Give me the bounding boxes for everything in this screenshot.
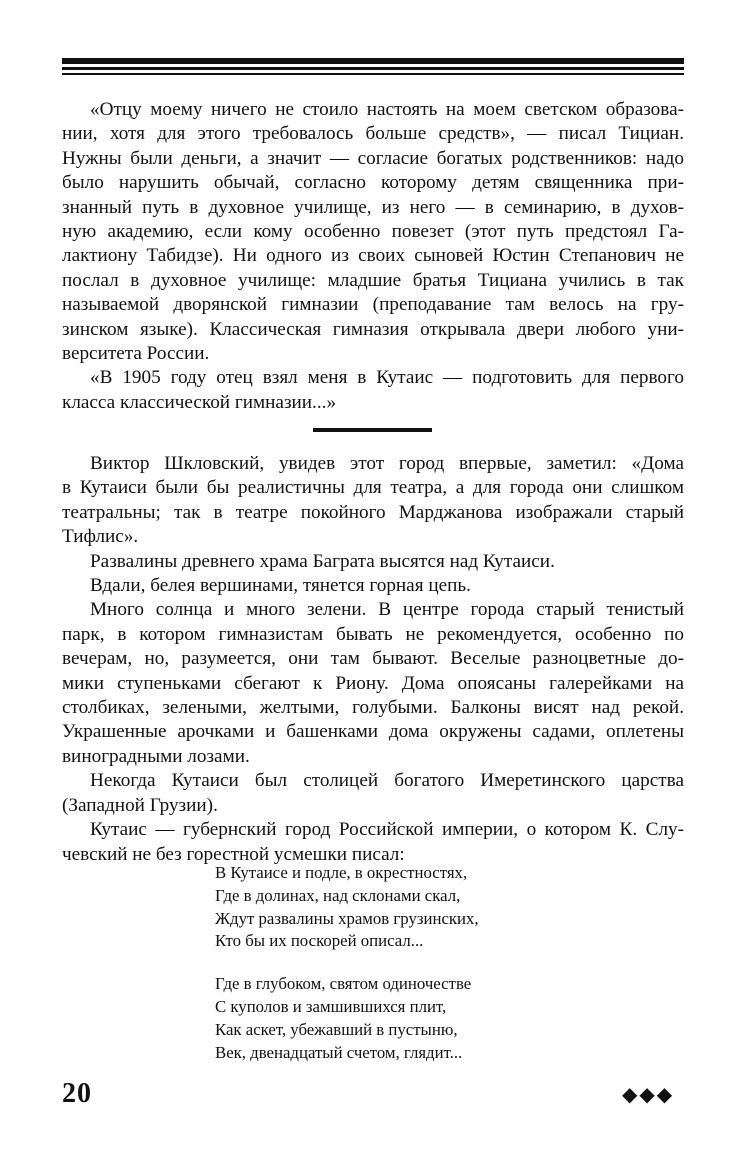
text-line: Вдали, белея вершинами, тянется горная цепь. xyxy=(90,575,471,597)
poem-line: Кто бы их поскорей описал... xyxy=(215,931,424,951)
text-line: парк, в котором гимназистам бывать не рекомендуется, особенно по xyxy=(62,623,684,645)
text-line: нии, хотя для этого требовалось больше средств», — писал Тициан. xyxy=(62,123,684,145)
text-line: «Отцу моему ничего не стоило настоять на моем светском образова- xyxy=(90,99,684,120)
text-line: (Западной Грузии). xyxy=(62,794,218,816)
text-line: было нарушить обычай, согласно которому детям священника при- xyxy=(62,172,684,194)
text-line: знанный путь в духовное училище, из него — в семинарию, в духов- xyxy=(62,196,684,218)
text-line: театральны; так в театре покойного Марджанова изображали старый xyxy=(62,501,684,523)
text-line: послал в духовное училище: младшие братья Тициана учились в так xyxy=(62,269,684,291)
text-line: верситета России. xyxy=(62,343,210,365)
text-line: Много солнца и много зелени. В центре города старый тенистый xyxy=(90,599,684,621)
section-divider xyxy=(313,428,432,432)
diamond-ornament-icon: ◆◆◆ xyxy=(622,1084,675,1106)
header-rule-medium xyxy=(62,67,684,70)
poem-line: В Кутаисе и подле, в окрестностях, xyxy=(215,863,468,882)
text-line: называемой дворянской гимназии (преподавание там велось на гру- xyxy=(62,294,684,316)
text-line: зинском языке). Классическая гимназия открывала двери любого уни- xyxy=(62,318,684,340)
header-rule-thin xyxy=(62,73,684,75)
poem-stanza xyxy=(215,973,479,1064)
text-line: класса классической гимназии...» xyxy=(62,391,337,413)
header-rule xyxy=(62,58,684,75)
text-line: «В 1905 году отец взял меня в Кутаис — подготовить для первого xyxy=(90,367,684,389)
page-number: 20 xyxy=(62,1078,92,1109)
text-line: Виктор Шкловский, увидев этот город впервые, заметил: «Дома xyxy=(90,453,684,474)
text-line: Украшенные арочками и башенками дома окружены садами, оплетены xyxy=(62,721,684,743)
text-line: вечерам, но, разумеется, они там бывают. Веселые разноцветные до- xyxy=(62,648,684,670)
text-line: Тифлис». xyxy=(62,526,139,548)
poem-line: Где в глубоком, святом одиночестве xyxy=(215,974,472,994)
poem-line: Где в долинах, над склонами скал, xyxy=(215,885,461,905)
text-line: в Кутаиси были бы реалистичны для театра, а для города они слишком xyxy=(62,477,684,499)
text-line: Развалины древнего храма Баграта высятся над Кутаиси. xyxy=(90,550,555,572)
header-rule-thick xyxy=(62,58,684,64)
text-line: мики ступеньками сбегают к Риону. Дома опоясаны галерейками на xyxy=(62,672,684,694)
text-line: Некогда Кутаиси был столицей богатого Имеретинского царства xyxy=(90,770,684,792)
poem-stanza xyxy=(215,862,479,953)
text-block-1 xyxy=(62,98,684,415)
poem-line: С куполов и замшившихся плит, xyxy=(215,996,447,1016)
text-line: чевский не без горестной усмешки писал: xyxy=(62,843,405,865)
poem-line: Ждут развалины храмов грузинских, xyxy=(215,908,479,928)
text-block-2 xyxy=(62,452,684,867)
poem-line: Как аскет, убежавший в пустыню, xyxy=(215,1019,458,1039)
poem-line: Век, двенадцатый счетом, глядит... xyxy=(215,1042,463,1062)
text-line: виноградными лозами. xyxy=(62,745,250,767)
text-line: Нужны были деньги, а значит — согласие богатых родственников: надо xyxy=(62,147,684,169)
poem xyxy=(215,862,479,1084)
text-line: столбиках, зелеными, желтыми, голубыми. Балконы висят над рекой. xyxy=(62,697,684,719)
text-line: ную академию, если кому особенно повезет (этот путь предстоял Га- xyxy=(62,221,684,243)
text-line: лактиону Табидзе). Ни одного из своих сыновей Юстин Степанович не xyxy=(62,245,684,267)
text-line: Кутаис — губернский город Российской империи, о котором К. Слу- xyxy=(90,819,684,841)
